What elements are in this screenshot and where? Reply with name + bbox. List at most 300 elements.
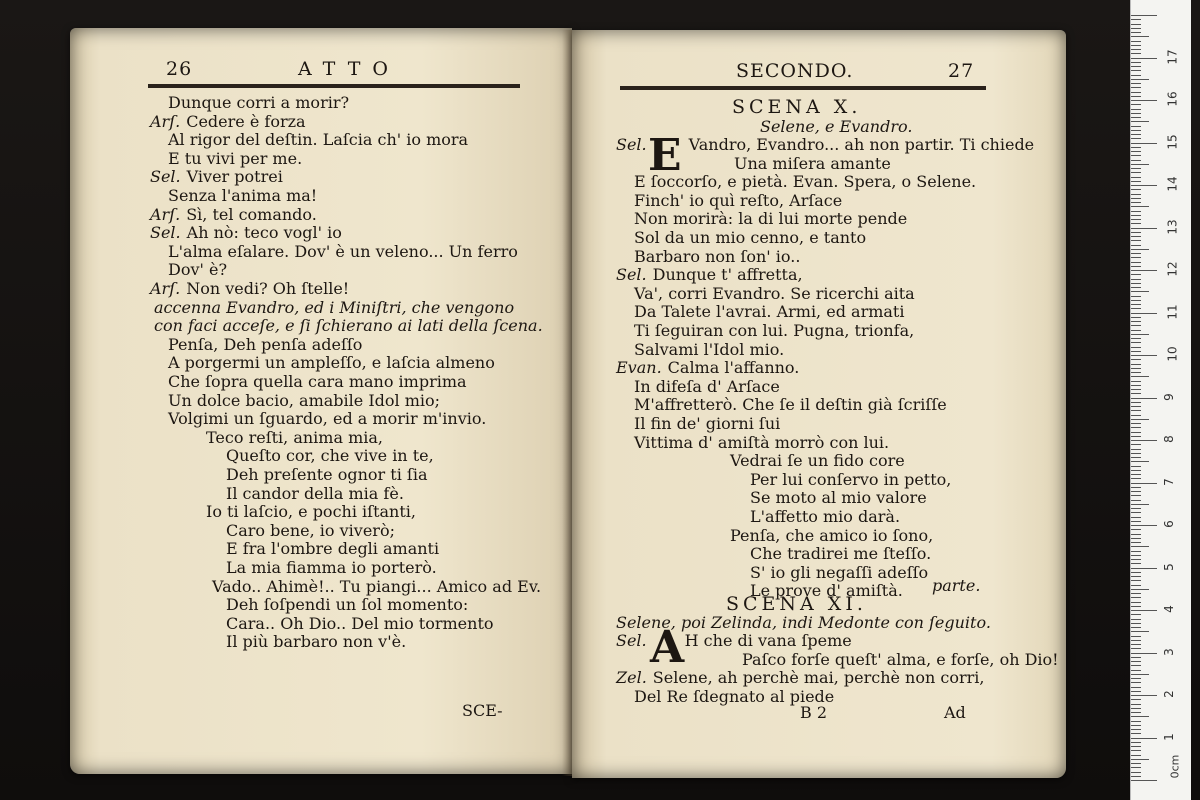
ruler-number: 5 [1161,562,1176,571]
text-line [168,187,317,205]
ruler-tick [1131,402,1141,403]
line-text: Non morirà: la di lui morte pende [634,209,908,229]
ruler-tick [1131,432,1141,433]
line-text: Io ti laſcio, e pochi iſtanti, [206,502,416,522]
line-text: Se moto al mio valore [750,488,927,508]
speaker-label: Sel. [616,135,647,154]
ruler-number: 7 [1161,477,1176,486]
line-text: Volgimi un ſguardo, ed a morir m'invio. [168,409,487,429]
text-line [750,508,900,526]
ruler-tick [1131,699,1141,700]
ruler-tick [1131,270,1157,271]
text-line [750,545,931,563]
ruler-tick [1131,134,1141,135]
ruler-tick [1131,648,1141,649]
line-text: Vittima d' amiſtà morrò con lui. [634,432,890,452]
ruler-tick [1131,487,1141,488]
ruler-tick [1131,389,1141,390]
line-text: Per lui conſervo in petto, [750,469,952,489]
ruler-tick [1131,143,1157,144]
line-text: E tu vivi per me. [168,148,303,168]
text-line [168,410,486,428]
line-text: Penſa, Deh penſa adeſſo [168,334,363,354]
ruler-tick [1131,725,1141,726]
ruler-tick [1131,636,1141,637]
text-line [750,564,928,582]
left-running-head: ATTO [298,58,400,80]
text-line [168,354,495,372]
text-line [634,210,907,228]
text-line [226,447,434,465]
ruler-tick [1131,483,1157,484]
text-line [150,168,283,186]
ruler-tick [1131,359,1141,360]
line-text: Dov' è? [168,260,228,280]
ruler-tick [1131,665,1141,666]
text-line [150,113,306,131]
line-text: Deh preſente ognor ti ſia [226,465,428,484]
text-line [226,615,494,633]
ruler-tick [1131,746,1141,747]
line-text: Che tradirei me ſteſſo. [750,544,932,564]
ruler-tick [1131,223,1141,224]
ruler-tick [1131,610,1157,611]
ruler-tick [1131,755,1141,756]
speaker-label: Arſ. [150,279,181,298]
text-line [634,303,904,321]
ruler-tick [1131,194,1141,195]
right-catchword: Ad [944,703,966,722]
ruler-tick [1131,729,1141,730]
ruler-number: 4 [1161,605,1176,613]
ruler-number: 15 [1165,133,1180,150]
ruler-tick [1131,262,1141,263]
ruler-number: 2 [1161,690,1176,698]
ruler-tick [1131,317,1141,318]
ruler-number: 10 [1165,346,1180,362]
text-line [206,429,383,447]
text-line [226,559,437,577]
right-page-number: 27 [948,60,975,82]
line-text: Il candor della mia fè. [226,483,404,503]
ruler-tick [1131,296,1141,297]
line-text: Il più barbaro non v'è. [226,632,407,652]
ruler-tick [1131,109,1141,110]
ruler-tick [1131,767,1141,768]
ruler-number: 16 [1165,91,1180,107]
text-line [168,336,362,354]
ruler-tick [1131,538,1141,539]
ruler-tick [1131,398,1157,399]
ruler-tick [1131,568,1157,569]
ruler-tick [1131,738,1157,739]
line-text: In difeſa d' Arſace [634,376,780,396]
text-line [634,248,800,266]
ruler-tick [1131,572,1141,573]
line-text: La mia fiamma io porterò. [226,558,437,577]
ruler-tick [1131,313,1157,314]
line-text: Deh ſoſpendi un ſol momento: [226,595,469,615]
line-text: Del Re ſdegnato al piede [634,686,835,706]
ruler-tick [1131,113,1141,114]
line-text: A porgermi un ampleſſo, e laſcia almeno [168,353,495,373]
ruler-tick [1131,130,1141,131]
ruler-number: 14 [1165,176,1180,192]
ruler-tick [1131,24,1141,25]
ruler-tick [1131,249,1149,250]
ruler-tick [1131,504,1149,505]
ruler-tick [1131,457,1141,458]
line-text: M'affretterò. Che ſe il deſtin già ſcriſſe [634,395,947,415]
ruler-tick [1131,287,1141,288]
line-text: Vandro, Evandro... ah non partir. Ti chiede [688,135,1035,154]
line-text: Finch' io quì reſto, Arſace [634,190,843,210]
ruler-tick [1131,117,1141,118]
ruler-number: 3 [1161,647,1176,656]
ruler-tick [1131,381,1141,382]
ruler-tick [1131,750,1141,751]
line-text: Viver potrei [186,167,283,187]
ruler-tick [1131,423,1141,424]
ruler-tick [1131,529,1141,530]
text-line [634,341,784,359]
ruler-tick [1131,100,1157,101]
ruler-tick [1131,644,1141,645]
ruler-tick [1131,542,1141,543]
line-text: Cara.. Oh Dio.. Del mio tormento [226,613,494,633]
ruler-tick [1131,534,1141,535]
ruler-tick [1131,427,1141,428]
ruler-tick [1131,708,1141,709]
ruler-tick [1131,45,1141,46]
ruler-tick [1131,32,1141,33]
ruler-tick [1131,19,1141,20]
scene-xi-title: SCENA XI. [726,593,867,615]
text-line [616,669,984,687]
ruler-tick [1131,291,1149,292]
text-line [616,266,803,284]
ruler-tick [1131,385,1141,386]
line-text: Vedrai ſe un fido core [730,451,905,471]
ruler-tick [1131,559,1141,560]
ruler-tick [1131,342,1141,343]
ruler-tick [1131,704,1141,705]
ruler-number: 13 [1165,218,1180,235]
speaker-label: Arſ. [150,111,181,131]
text-line [226,596,468,614]
ruler-tick [1131,155,1141,156]
ruler-tick [1131,585,1141,586]
text-line [634,434,889,452]
ruler-tick [1131,330,1141,331]
ruler-tick [1131,372,1141,373]
ruler-tick [1131,687,1141,688]
ruler-tick [1131,657,1141,658]
ruler-tick [1131,500,1141,501]
text-line [168,150,302,168]
text-line [226,540,439,558]
ruler-tick [1131,563,1141,564]
ruler-tick [1131,164,1149,165]
ruler-tick [1131,623,1141,624]
line-text: Da Talete l'avrai. Armi, ed armati [634,302,905,322]
ruler-tick [1131,53,1141,54]
line-text: Barbaro non ſon' io.. [634,246,801,266]
ruler-tick [1131,219,1141,220]
ruler-tick [1131,351,1141,352]
ruler-tick [1131,283,1141,284]
line-text: Il fin de' giorni ſui [634,414,781,433]
ruler-tick [1131,631,1149,632]
ruler-tick [1131,780,1157,781]
ruler-tick [1131,640,1141,641]
text-line [154,317,543,335]
ruler-tick [1131,240,1141,241]
ruler-tick [1131,321,1141,322]
ruler-tick [1131,151,1141,152]
text-line [734,155,891,173]
ruler-tick [1131,232,1141,233]
scene-x-title: SCENA X. [732,96,862,118]
line-text: Sì, tel comando. [186,204,317,224]
ruler-tick [1131,593,1141,594]
signature-mark: B 2 [800,703,828,722]
ruler-number: 12 [1165,261,1180,277]
ruler-tick [1131,15,1157,16]
ruler-number: 11 [1165,303,1180,320]
left-catchword: SCE- [462,701,503,720]
ruler-tick [1131,470,1141,471]
line-text: Cedere è forza [186,111,306,131]
ruler-tick [1131,168,1141,169]
ruler-tick [1131,104,1141,105]
text-line [730,527,933,545]
text-line [634,415,780,433]
ruler-tick [1131,415,1141,416]
line-text: Penſa, che amico io ſono, [730,525,934,545]
ruler-tick [1131,393,1141,394]
ruler-tick [1131,279,1141,280]
ruler-tick [1131,189,1141,190]
ruler-tick [1131,58,1157,59]
text-line [750,489,927,507]
text-line [150,206,317,224]
ruler-tick [1131,551,1141,552]
line-text: Una miſera amante [734,153,891,173]
ruler-tick [1131,695,1157,696]
ruler-tick [1131,368,1141,369]
line-text: Salvami l'Idol mio. [634,339,785,359]
ruler-tick [1131,308,1141,309]
ruler-tick [1131,376,1149,377]
ruler-tick [1131,406,1141,407]
ruler-tick [1131,215,1141,216]
text-line [634,285,915,303]
line-text: Calma l'affanno. [667,358,800,378]
ruler-tick [1131,546,1149,547]
ruler-tick [1131,521,1141,522]
speaker-label: Sel. [150,223,181,243]
ruler-tick [1131,733,1141,734]
line-text: H che di vana ſpeme [684,631,852,650]
right-running-head: SECONDO. [736,60,854,82]
ruler-tick [1131,185,1157,186]
scene-x-cast: Selene, e Evandro. [760,117,913,136]
ruler-tick [1131,274,1141,275]
ruler-tick [1131,776,1141,777]
text-line [154,299,514,317]
ruler-tick [1131,70,1141,71]
line-text: E fra l'ombre degli amanti [226,539,440,559]
text-line [616,136,1034,154]
line-text: Va', corri Evandro. Se ricerchi aita [634,283,915,303]
ruler-number: 8 [1161,435,1176,443]
ruler-tick [1131,742,1141,743]
ruler-tick [1131,721,1141,722]
line-text: Un dolce bacio, amabile Idol mio; [168,390,441,410]
ruler-tick [1131,661,1141,662]
ruler-tick [1131,525,1157,526]
ruler-number: 6 [1161,520,1176,528]
line-text: Al rigor del deſtin. Laſcia ch' io mora [168,130,469,150]
ruler-tick [1131,300,1141,301]
ruler-tick [1131,491,1141,492]
ruler-tick [1131,589,1149,590]
ruler-tick [1131,602,1141,603]
ruler-tick [1131,126,1141,127]
ruler-tick [1131,653,1157,654]
text-line [206,503,416,521]
ruler-tick [1131,691,1141,692]
ruler-tick [1131,517,1141,518]
ruler-tick [1131,257,1141,258]
ruler-tick [1131,678,1141,679]
text-line [168,392,440,410]
ruler-tick [1131,682,1141,683]
ruler-tick [1131,576,1141,577]
ruler-tick [1131,466,1141,467]
ruler-tick [1131,96,1141,97]
left-header-rule [148,84,520,88]
ruler-unit-label: 0cm [1168,754,1182,779]
text-line [730,452,905,470]
ruler-tick [1131,508,1141,509]
ruler-tick [1131,364,1141,365]
ruler-tick [1131,211,1141,212]
text-line [168,373,467,391]
text-line [168,261,227,279]
left-page [70,28,572,774]
ruler-number: 17 [1165,48,1180,65]
ruler-number: 1 [1161,732,1176,741]
ruler-tick [1131,202,1141,203]
ruler-tick [1131,181,1141,182]
text-line [168,243,518,261]
ruler-tick [1131,172,1141,173]
line-text: accenna Evandro, ed i Miniſtri, che vengono [154,297,515,317]
text-line [226,633,406,651]
left-page-number: 26 [166,58,193,80]
text-line [634,378,780,396]
line-text: E ſoccorſo, e pietà. Evan. Spera, o Selene. [634,172,977,192]
ruler-tick [1131,62,1141,63]
text-line [634,396,947,414]
ruler-tick [1131,410,1141,411]
ruler-tick [1131,304,1141,305]
ruler-tick [1131,440,1157,441]
ruler-tick [1131,444,1141,445]
ruler-tick [1131,266,1141,267]
ruler-tick [1131,555,1141,556]
ruler-tick [1131,347,1141,348]
line-text: Paſco forſe queſt' alma, e forſe, oh Dio! [742,649,1059,669]
ruler-tick [1131,160,1141,161]
ruler-tick [1131,512,1141,513]
speaker-label: Sel. [616,631,647,650]
ruler-tick [1131,83,1141,84]
ruler-tick [1131,177,1141,178]
right-header-rule [620,86,986,90]
ruler-tick [1131,419,1149,420]
ruler-tick [1131,36,1149,37]
line-text: Teco reſti, anima mia, [206,427,384,447]
ruler-tick [1131,597,1141,598]
line-text: con faci acceſe, e ſi ſchierano ai lati della ſcena. [154,316,543,336]
ruler-tick [1131,236,1141,237]
right-page [572,30,1066,778]
ruler-tick [1131,712,1141,713]
measurement-ruler [1130,0,1191,800]
ruler-tick [1131,338,1141,339]
line-text: Queſto cor, che vive in te, [226,446,434,466]
ruler-tick [1131,253,1141,254]
ruler-tick [1131,49,1141,50]
text-line [226,522,395,540]
ruler-tick [1131,28,1141,29]
text-line [212,578,541,596]
ruler-tick [1131,75,1141,76]
line-text: L'alma eſalare. Dov' è un veleno... Un ferro [168,241,518,261]
ruler-tick [1131,41,1141,42]
ruler-tick [1131,478,1141,479]
text-line [750,471,951,489]
line-text: Selene, ah perchè mai, perchè non corri, [652,668,985,688]
ruler-tick [1131,138,1141,139]
speaker-label: Arſ. [150,204,181,224]
ruler-tick [1131,772,1141,773]
ruler-tick [1131,449,1141,450]
text-line [226,485,404,503]
line-text: S' io gli negaſſi adeſſo [750,562,929,582]
line-text: Ah nò: teco vogl' io [186,223,342,243]
ruler-tick [1131,759,1149,760]
ruler-tick [1131,147,1141,148]
ruler-tick [1131,92,1141,93]
ruler-number: 9 [1161,392,1176,401]
ruler-tick [1131,121,1149,122]
line-text: Non vedi? Oh ſtelle! [186,279,350,298]
speaker-label: Evan. [616,358,662,378]
text-line [616,359,799,377]
line-text: Sol da un mio cenno, e tanto [634,228,867,247]
text-line [616,632,852,650]
ruler-tick [1131,495,1141,496]
speaker-label: Sel. [150,167,181,187]
speaker-label: Sel. [616,265,647,285]
ruler-tick [1131,763,1141,764]
line-text: Senza l'anima ma! [168,186,318,205]
text-line [634,229,866,247]
